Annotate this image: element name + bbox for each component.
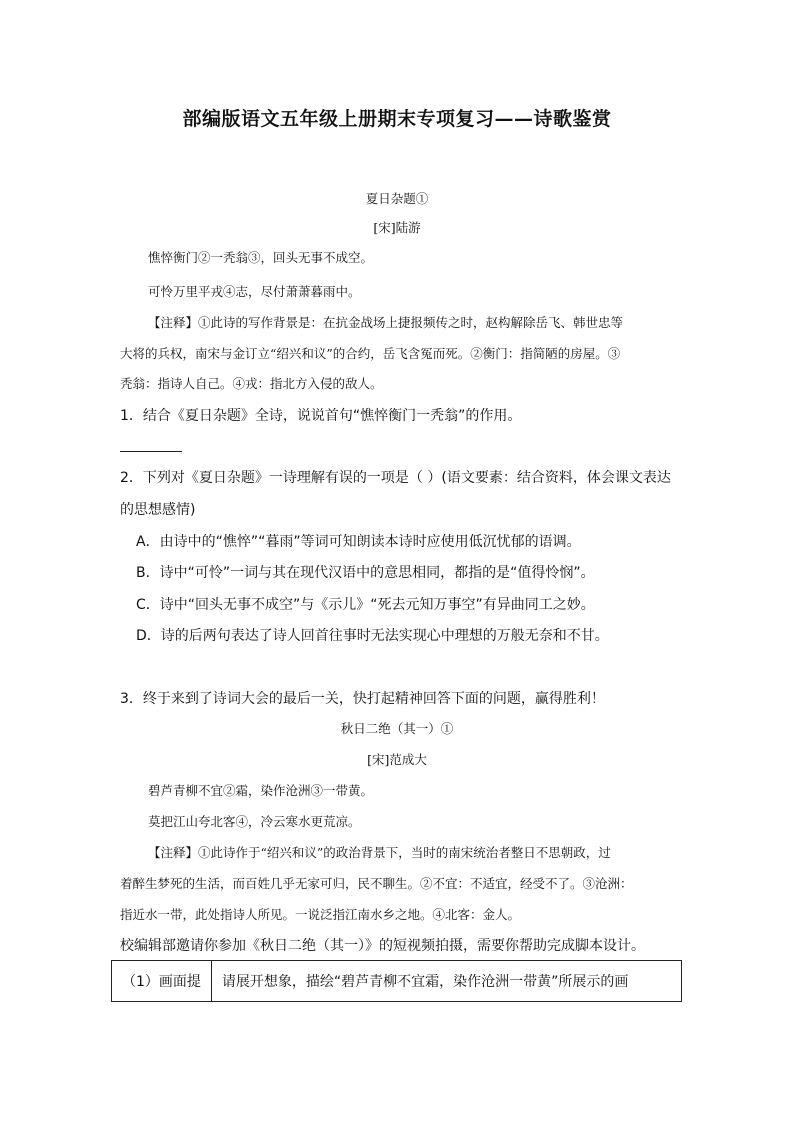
poem1-note-line1: 【注释】①此诗的写作背景是：在抗金战场上捷报频传之时，赵构解除岳飞、韩世忠等 xyxy=(148,315,624,330)
poem1-author: [宋]陆游 xyxy=(373,220,421,235)
poem2-line1: 碧芦青柳不宜②霜，染作沧洲③一带黄。 xyxy=(148,783,374,798)
table-cell-text: 请展开想象，描绘“碧芦青柳不宜霜，染作沧洲一带黄”所展示的画 xyxy=(211,961,681,1002)
script-table xyxy=(111,960,682,1002)
table-row xyxy=(112,961,682,1002)
poem2-line2: 莫把江山夸北客④，冷云寒水更荒凉。 xyxy=(148,814,361,829)
table-cell-label: （1）画面提 xyxy=(112,961,212,1002)
option-d: D．诗的后两句表达了诗人回首往事时无法实现心中理想的万般无奈和不甘。 xyxy=(136,628,609,644)
option-a: A．由诗中的“憔悴”“暮雨”等词可知朗读本诗时应使用低沉忧郁的语调。 xyxy=(136,534,581,550)
question-1: 1．结合《夏日杂题》全诗，说说首句“憔悴衡门一秃翁”的作用。 xyxy=(120,408,522,424)
question-2-line1: 2．下列对《夏日杂题》一诗理解有误的一项是（ ）(语文要素：结合资料，体会课文表达 xyxy=(120,470,671,486)
invite-text: 校编辑部邀请你参加《秋日二绝（其一）》的短视频拍摄，需要你帮助完成脚本设计。 xyxy=(120,938,645,954)
poem1-note-line3: 秃翁：指诗人自己。④戎：指北方入侵的敌人。 xyxy=(120,376,383,391)
poem2-title: 秋日二绝（其一）① xyxy=(340,721,454,736)
poem2-author: [宋]范成大 xyxy=(367,752,427,767)
answer-blank xyxy=(120,451,182,452)
option-b: B．诗中“可怜”一词与其在现代汉语中的意思相同，都指的是“值得怜悯”。 xyxy=(136,565,595,581)
poem1-title: 夏日杂题① xyxy=(365,191,429,206)
option-c: C．诗中“回头无事不成空”与《示儿》“死去元知万事空”有异曲同工之妙。 xyxy=(136,597,595,613)
page-title: 部编版语文五年级上册期末专项复习——诗歌鉴赏 xyxy=(182,108,612,130)
question-3: 3．终于来到了诗词大会的最后一关，快打起精神回答下面的问题，赢得胜利！ xyxy=(120,691,605,707)
poem2-note-line1: 【注释】①此诗作于“绍兴和议”的政治背景下，当时的南宋统治者整日不思朝政，过 xyxy=(148,845,611,860)
poem1-note-line2: 大将的兵权，南宋与金订立“绍兴和议”的合约，岳飞含冤而死。②衡门：指简陋的房屋。③ xyxy=(120,346,621,361)
poem1-line1: 憔悴衡门②一秃翁③，回头无事不成空。 xyxy=(148,250,374,265)
poem1-line2: 可怜万里平戎④志，尽付萧萧暮雨中。 xyxy=(148,284,361,299)
question-2-line2: 的思想感情) xyxy=(120,502,196,518)
poem2-note-line3: 指近水一带，此处指诗人所见。一说泛指江南水乡之地。④北客：金人。 xyxy=(120,907,521,922)
poem2-note-line2: 着醉生梦死的生活，而百姓几乎无家可归，民不聊生。②不宜：不适宜，经受不了。③沧洲： xyxy=(120,876,633,891)
